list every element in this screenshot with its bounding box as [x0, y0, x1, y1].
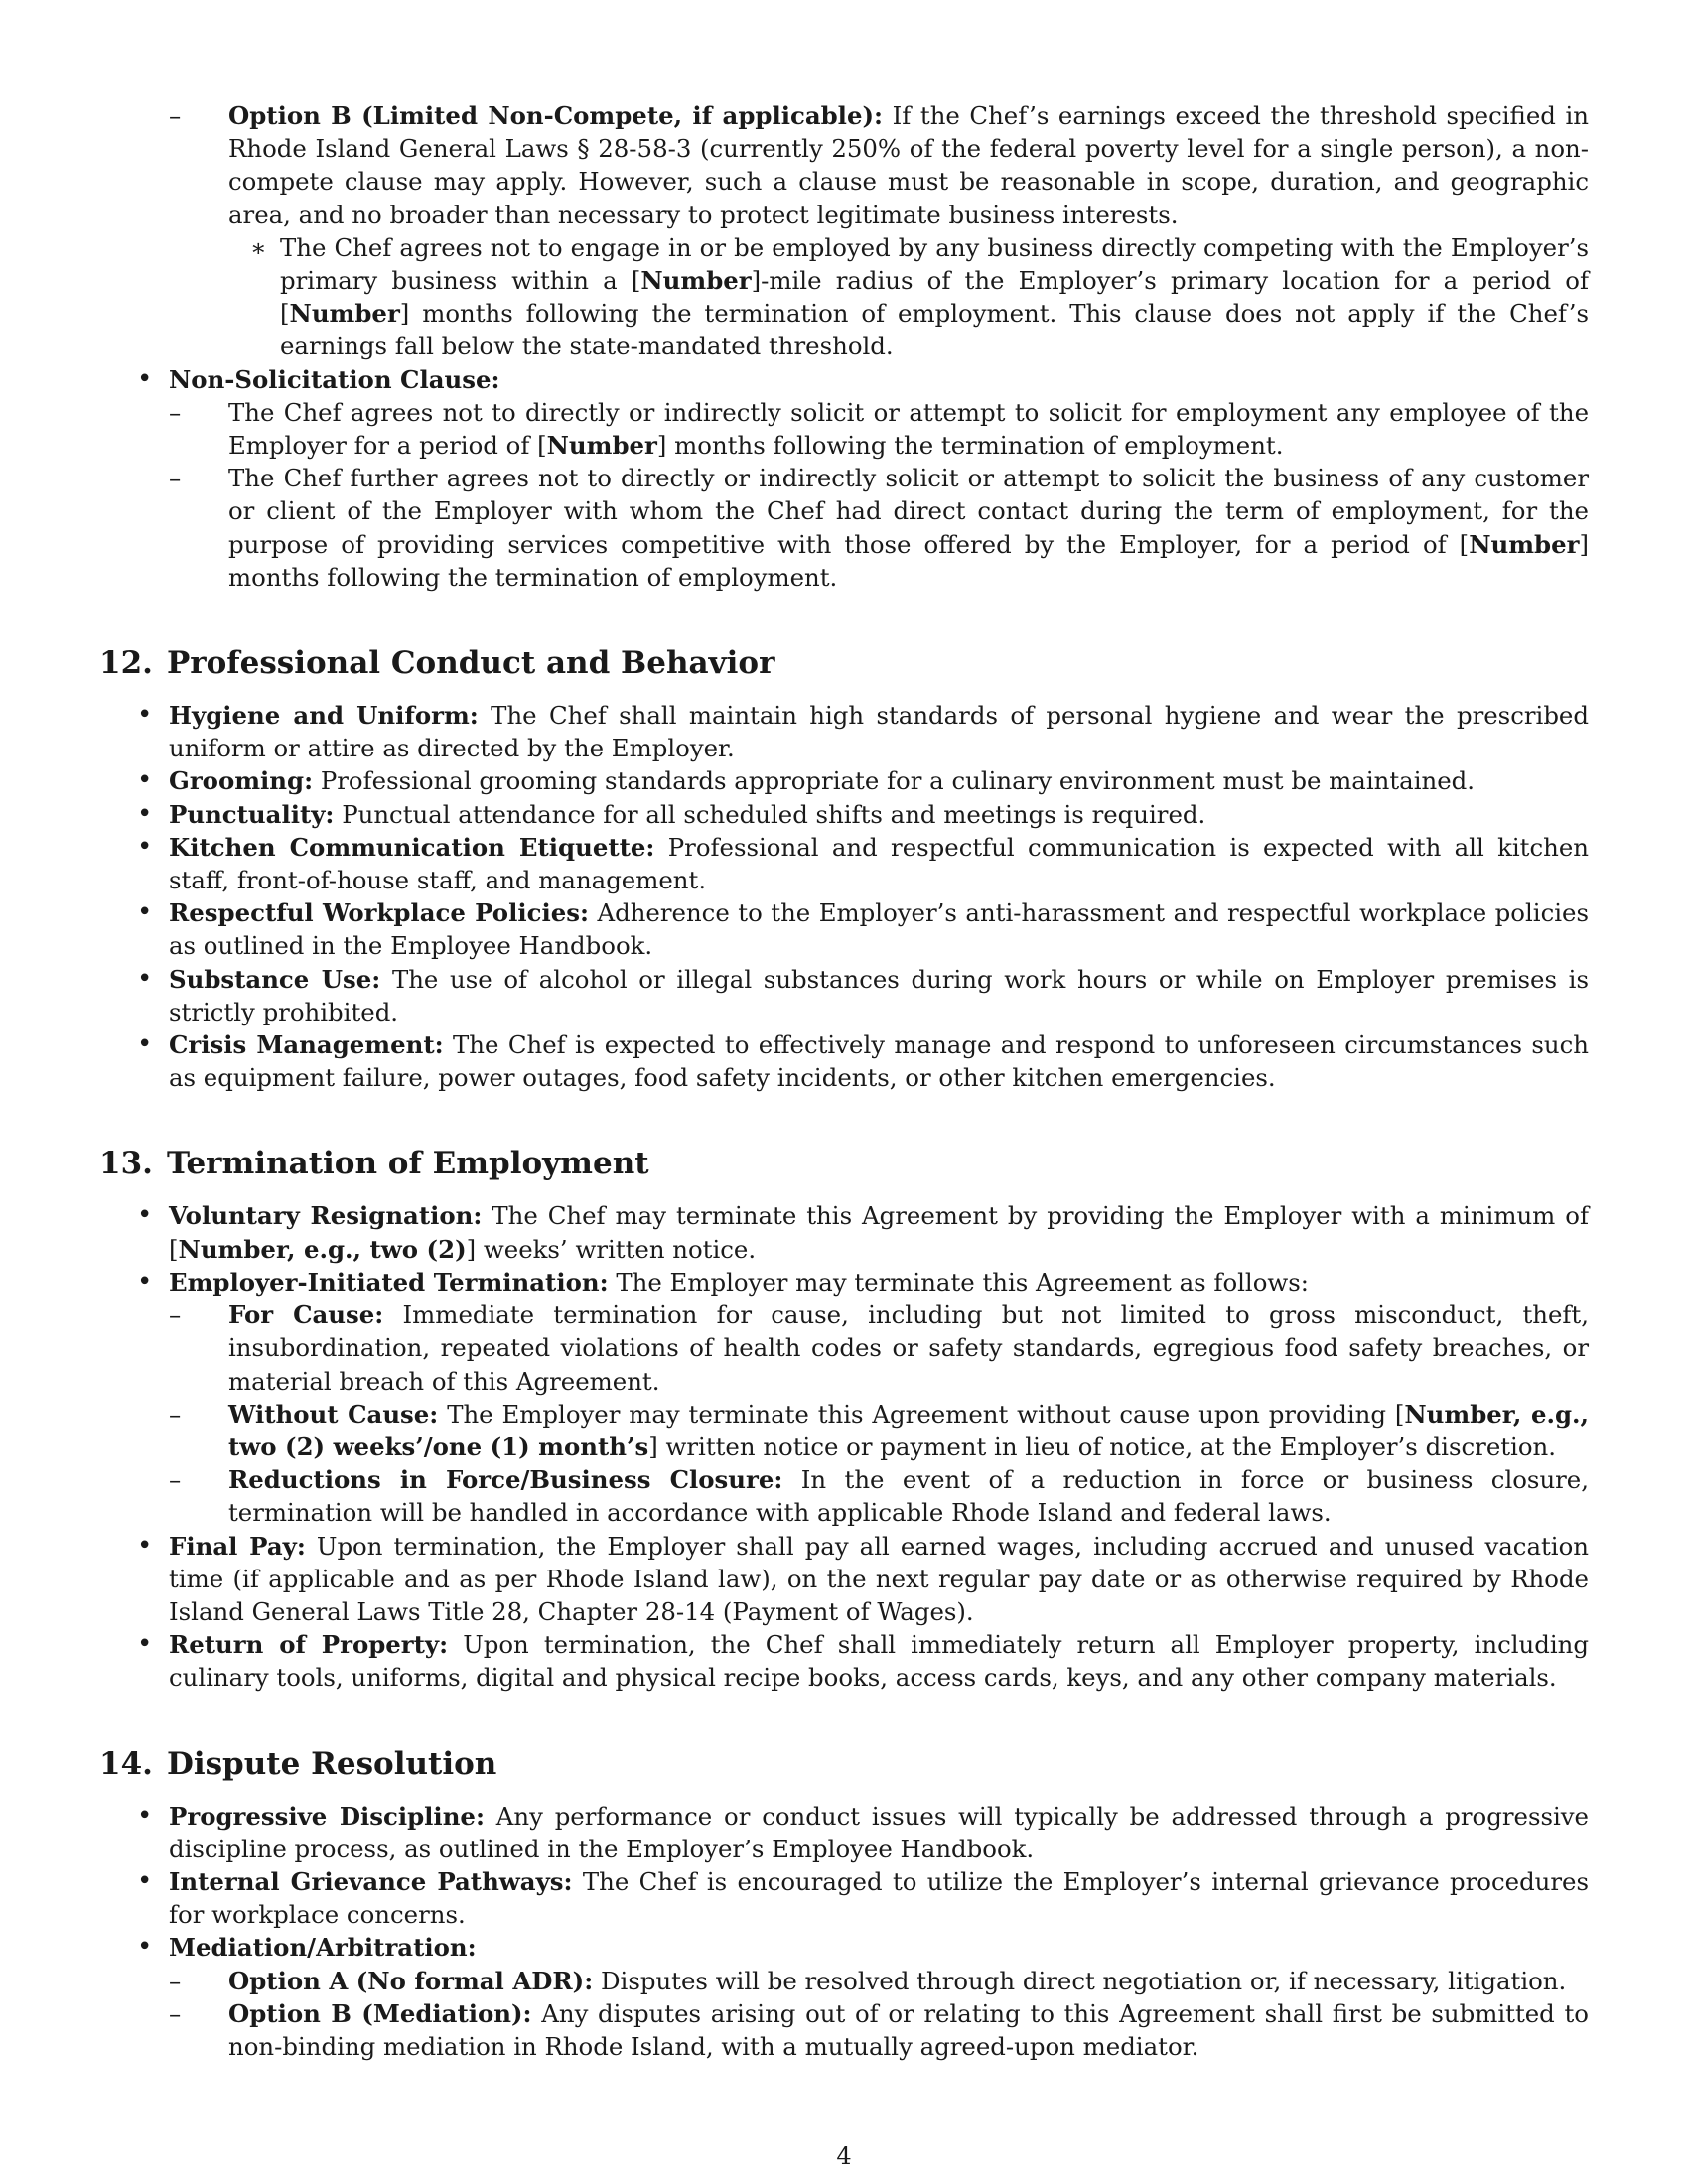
section-14-heading: 14. Dispute Resolution: [99, 1745, 497, 1782]
s11-option-b-sublist: [228, 231, 1589, 363]
section-12-list: [99, 699, 1589, 1094]
non-solicitation-item: • Non-Solicitation Clause: – The Chef agrees not to directly or indirectly solicit or attempt to solicit for employment any employee of the Employer for a period of [Number] months following the termination of employment. – The Chef further agrees not to directly or indirectly solicit or attempt to solicit the business of any customer or client of the Employer with whom the Chef had direct contact during the term of employment, for the purpose of providing services competitive with those offered by the Employer, for a period of [Number] months following the termination of employment.: [99, 363, 1589, 594]
document-page: [99, 99, 1589, 2063]
non-solicitation-customers: – The Chef further agrees not to directly or indirectly solicit or attempt to solicit the business of any customer or client of the Employer with whom the Chef had direct contact during the term of employment, for the purpose of providing services competitive with those offered by the Employer, for a period of [Number] months following the termination of employment.: [169, 462, 1589, 594]
progressive-discipline-item: • Progressive Discipline: Any performance or conduct issues will typically be addressed through a progressive discipline process, as outlined in the Employer’s Employee Handbook.: [99, 1800, 1589, 1865]
list-item: • Kitchen Communication Etiquette: Professional and respectful communication is expected with all kitchen staff, front-of-house staff, and management.: [99, 831, 1589, 896]
list-item: • Punctuality: Punctual attendance for all scheduled shifts and meetings is required.: [99, 798, 1589, 831]
employer-termination-sublist: [169, 1298, 1589, 1529]
section-14-list: [99, 1800, 1589, 2064]
reduction-in-force-item: – Reductions in Force/Business Closure: In the event of a reduction in force or business closure, termination will be handled in accordance with applicable Rhode Island and federal laws.: [169, 1463, 1589, 1529]
list-item: • Respectful Workplace Policies: Adherence to the Employer’s anti-harassment and respectful workplace policies as outlined in the Employee Handbook.: [99, 896, 1589, 962]
s11-tail-list: [99, 363, 1589, 594]
list-item: • Hygiene and Uniform: The Chef shall maintain high standards of personal hygiene and wear the prescribed uniform or attire as directed by the Employer.: [99, 699, 1589, 764]
option-a-item: – Option A (No formal ADR): Disputes will be resolved through direct negotiation or, if necessary, litigation.: [169, 1965, 1589, 1997]
list-item: • Grooming: Professional grooming standards appropriate for a culinary environment must be maintained.: [99, 764, 1589, 797]
employer-termination-item: • Employer-Initiated Termination: The Employer may terminate this Agreement as follows: – For Cause: Immediate termination for cause, including but not limited to gross misconduct, theft, insubordination, repeated violations of health codes or safety standards, egregious food safety breaches, or material breach of this Agreement. – Without Cause: The Employer may terminate this Agreement without cause upon providing [Number, e.g., two (2) weeks’/one (1) month’s] written notice or payment in lieu of notice, at the Employer’s discretion. – Reductions in Force/Business Closure: In the event of a reduction in force or business closure, termination will be handled in accordance with applicable Rhode Island and federal laws.: [99, 1266, 1589, 1530]
section-13-list: [99, 1199, 1589, 1694]
final-pay-item: • Final Pay: Upon termination, the Employer shall pay all earned wages, including accrued and unused vacation time (if applicable and as per Rhode Island law), on the next regular pay date or as otherwise required by Rhode Island General Laws Title 28, Chapter 28-14 (Payment of Wages).: [99, 1530, 1589, 1629]
voluntary-resignation-item: • Voluntary Resignation: The Chef may terminate this Agreement by providing the Employer with a minimum of [Number, e.g., two (2)] weeks’ written notice.: [99, 1199, 1589, 1265]
list-item: • Crisis Management: The Chef is expected to effectively manage and respond to unforeseen circumstances such as equipment failure, power outages, food safety incidents, or other kitchen emergencies.: [99, 1028, 1589, 1094]
grievance-item: • Internal Grievance Pathways: The Chef is encouraged to utilize the Employer’s internal grievance procedures for workplace concerns.: [99, 1865, 1589, 1931]
non-solicitation-employees: – The Chef agrees not to directly or indirectly solicit or attempt to solicit for employment any employee of the Employer for a period of [Number] months following the termination of employment.: [169, 396, 1589, 462]
section-12-heading: 12. Professional Conduct and Behavior: [99, 645, 775, 682]
option-b-item: – Option B (Mediation): Any disputes arising out of or relating to this Agreement shall first be submitted to non-binding mediation in Rhode Island, with a mutually agreed-upon mediator.: [169, 1997, 1589, 2063]
page-number: 4: [836, 2142, 852, 2170]
without-cause-item: – Without Cause: The Employer may terminate this Agreement without cause upon providing [Number, e.g., two (2) weeks’/one (1) month’s] written notice or payment in lieu of notice, at the Employer’s discretion.: [169, 1398, 1589, 1463]
s11-option-list: [99, 99, 1589, 363]
for-cause-item: – For Cause: Immediate termination for cause, including but not limited to gross misconduct, theft, insubordination, repeated violations of health codes or safety standards, egregious food safety breaches, or material breach of this Agreement.: [169, 1298, 1589, 1398]
mediation-arbitration-item: • Mediation/Arbitration: – Option A (No formal ADR): Disputes will be resolved through direct negotiation or, if necessary, litigation. – Option B (Mediation): Any disputes arising out of or relating to this Agreement shall first be submitted to non-binding mediation in Rhode Island, with a mutually agreed-upon mediator.: [99, 1931, 1589, 2063]
s11-option-b-clause: ∗ The Chef agrees not to engage in or be employed by any business directly competing with the Employer’s primary business within a [Number]-mile radius of the Employer’s primary location for a period of [Number] months following the termination of employment. This clause does not apply if the Chef’s earnings fall below the state-mandated threshold.: [228, 231, 1589, 363]
mediation-sublist: [169, 1965, 1589, 2064]
return-of-property-item: • Return of Property: Upon termination, the Chef shall immediately return all Employer property, including culinary tools, uniforms, digital and physical recipe books, access cards, keys, and any other company materials.: [99, 1628, 1589, 1694]
s11-option-b: – Option B (Limited Non-Compete, if applicable): If the Chef’s earnings exceed the threshold specified in Rhode Island General Laws § 28-58-3 (currently 250% of the federal poverty level for a single person), a non-compete clause may apply. However, such a clause must be reasonable in scope, duration, and geographic area, and no broader than necessary to protect legitimate business interests. ∗ The Chef agrees not to engage in or be employed by any business directly competing with the Employer’s primary business within a [Number]-mile radius of the Employer’s primary location for a period of [Number] months following the termination of employment. This clause does not apply if the Chef’s earnings fall below the state-mandated threshold.: [99, 99, 1589, 363]
list-item: • Substance Use: The use of alcohol or illegal substances during work hours or while on Employer premises is strictly prohibited.: [99, 963, 1589, 1028]
section-13-heading: 13. Termination of Employment: [99, 1146, 649, 1182]
non-solicitation-sublist: [169, 396, 1589, 594]
